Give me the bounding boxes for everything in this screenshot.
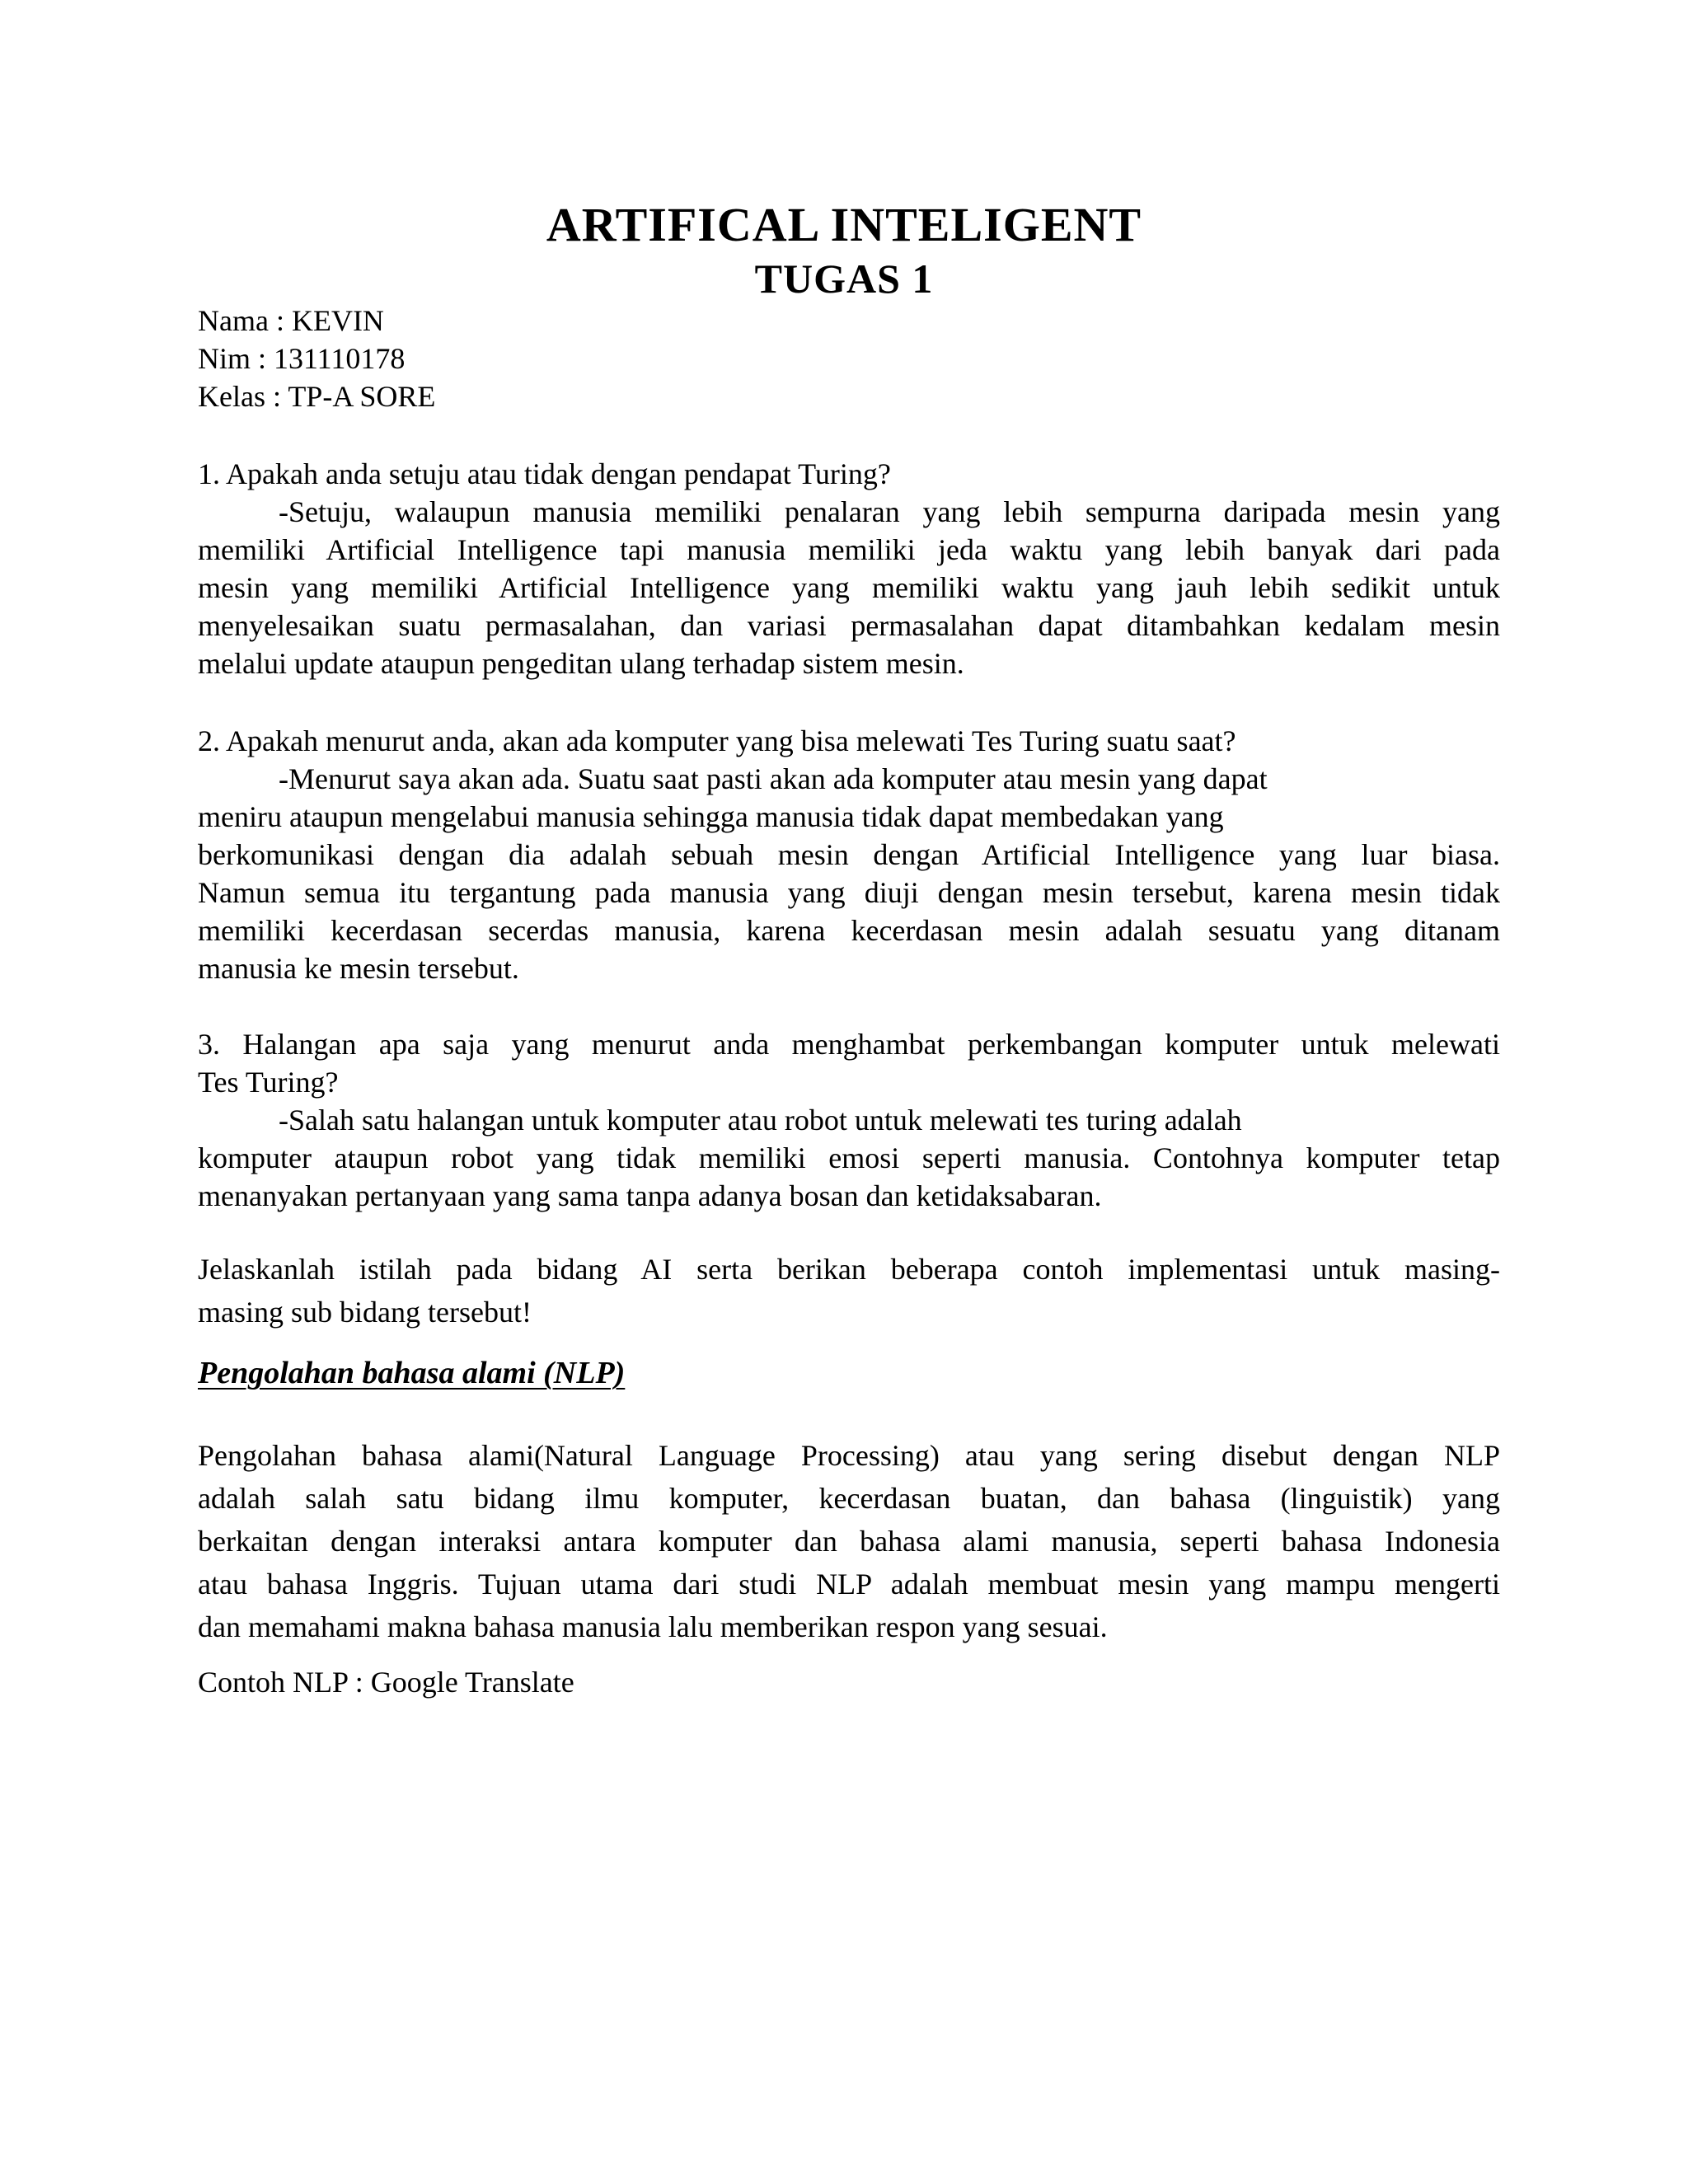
- document-subtitle: TUGAS 1: [754, 255, 934, 302]
- answer-1-line: -Setuju, walaupun manusia memiliki penalaran yang lebih sempurna daripada mesin yang: [279, 495, 1500, 528]
- section-paragraph-line: Pengolahan bahasa alami(Natural Language Processing) atau yang sering disebut dengan NLP: [198, 1439, 1500, 1472]
- answer-2-line: berkomunikasi dengan dia adalah sebuah mesin dengan Artificial Intelligence yang luar biasa.: [198, 838, 1500, 871]
- answer-2-line: Namun semua itu tergantung pada manusia yang diuji dengan mesin tersebut, karena mesin tidak: [198, 876, 1500, 909]
- question-1-text: 1. Apakah anda setuju atau tidak dengan pendapat Turing?: [198, 457, 891, 490]
- section-heading: Pengolahan bahasa alami (NLP): [198, 1356, 626, 1390]
- identity-block: [198, 302, 1500, 415]
- question-3-text: 3. Halangan apa saja yang menurut anda menghambat perkembangan komputer untuk melewati: [198, 1028, 1500, 1061]
- answer-2-line: memiliki kecerdasan secerdas manusia, karena kecerdasan mesin adalah sesuatu yang ditanam: [198, 914, 1500, 947]
- answer-1-line: mesin yang memiliki Artificial Intelligence yang memiliki waktu yang jauh lebih sedikit untuk: [198, 571, 1500, 604]
- answer-2-line: meniru ataupun mengelabui manusia sehingga manusia tidak dapat membedakan yang: [198, 800, 1224, 833]
- instruction-line: Jelaskanlah istilah pada bidang AI serta berikan beberapa contoh implementasi untuk masing-: [198, 1253, 1500, 1286]
- instruction-block: [198, 1248, 1500, 1333]
- question-1-block: [198, 455, 1500, 682]
- section-example-block: [198, 1663, 1500, 1701]
- section-paragraph-line: dan memahami makna bahasa manusia lalu memberikan respon yang sesuai.: [198, 1610, 1108, 1643]
- answer-3-line: -Salah satu halangan untuk komputer atau robot untuk melewati tes turing adalah: [279, 1104, 1242, 1137]
- answer-2-line: -Menurut saya akan ada. Suatu saat pasti akan ada komputer atau mesin yang dapat: [279, 762, 1268, 795]
- document-title: ARTIFICAL INTELIGENT: [546, 198, 1142, 251]
- answer-1-line: melalui update ataupun pengeditan ulang terhadap sistem mesin.: [198, 647, 964, 680]
- answer-1-line: menyelesaikan suatu permasalahan, dan variasi permasalahan dapat ditambahkan kedalam mesin: [198, 609, 1500, 642]
- question-2-text: 2. Apakah menurut anda, akan ada komputer yang bisa melewati Tes Turing suatu saat?: [198, 724, 1236, 757]
- section-paragraph-line: adalah salah satu bidang ilmu komputer, kecerdasan buatan, dan bahasa (linguistik) yang: [198, 1482, 1500, 1515]
- answer-3-line: komputer ataupun robot yang tidak memiliki emosi seperti manusia. Contohnya komputer tetap: [198, 1141, 1500, 1174]
- section-paragraph-line: atau bahasa Inggris. Tujuan utama dari studi NLP adalah membuat mesin yang mampu mengerti: [198, 1568, 1500, 1601]
- identity-nim: Nim : 131110178: [198, 342, 406, 375]
- answer-1-line: memiliki Artificial Intelligence tapi manusia memiliki jeda waktu yang lebih banyak dari pada: [198, 533, 1500, 566]
- answer-3-line: menanyakan pertanyaan yang sama tanpa adanya bosan dan ketidaksabaran.: [198, 1179, 1102, 1212]
- identity-nama: Nama : KEVIN: [198, 304, 384, 337]
- section-paragraph-line: berkaitan dengan interaksi antara komputer dan bahasa alami manusia, seperti bahasa Indonesia: [198, 1525, 1500, 1558]
- section-paragraph: [198, 1434, 1500, 1648]
- question-2-block: [198, 722, 1500, 987]
- question-3-block: [198, 1025, 1500, 1215]
- section-example: Contoh NLP : Google Translate: [198, 1666, 574, 1699]
- answer-2-line: manusia ke mesin tersebut.: [198, 952, 519, 985]
- question-3-text: Tes Turing?: [198, 1066, 339, 1099]
- identity-kelas: Kelas : TP-A SORE: [198, 380, 436, 413]
- instruction-line: masing sub bidang tersebut!: [198, 1296, 532, 1329]
